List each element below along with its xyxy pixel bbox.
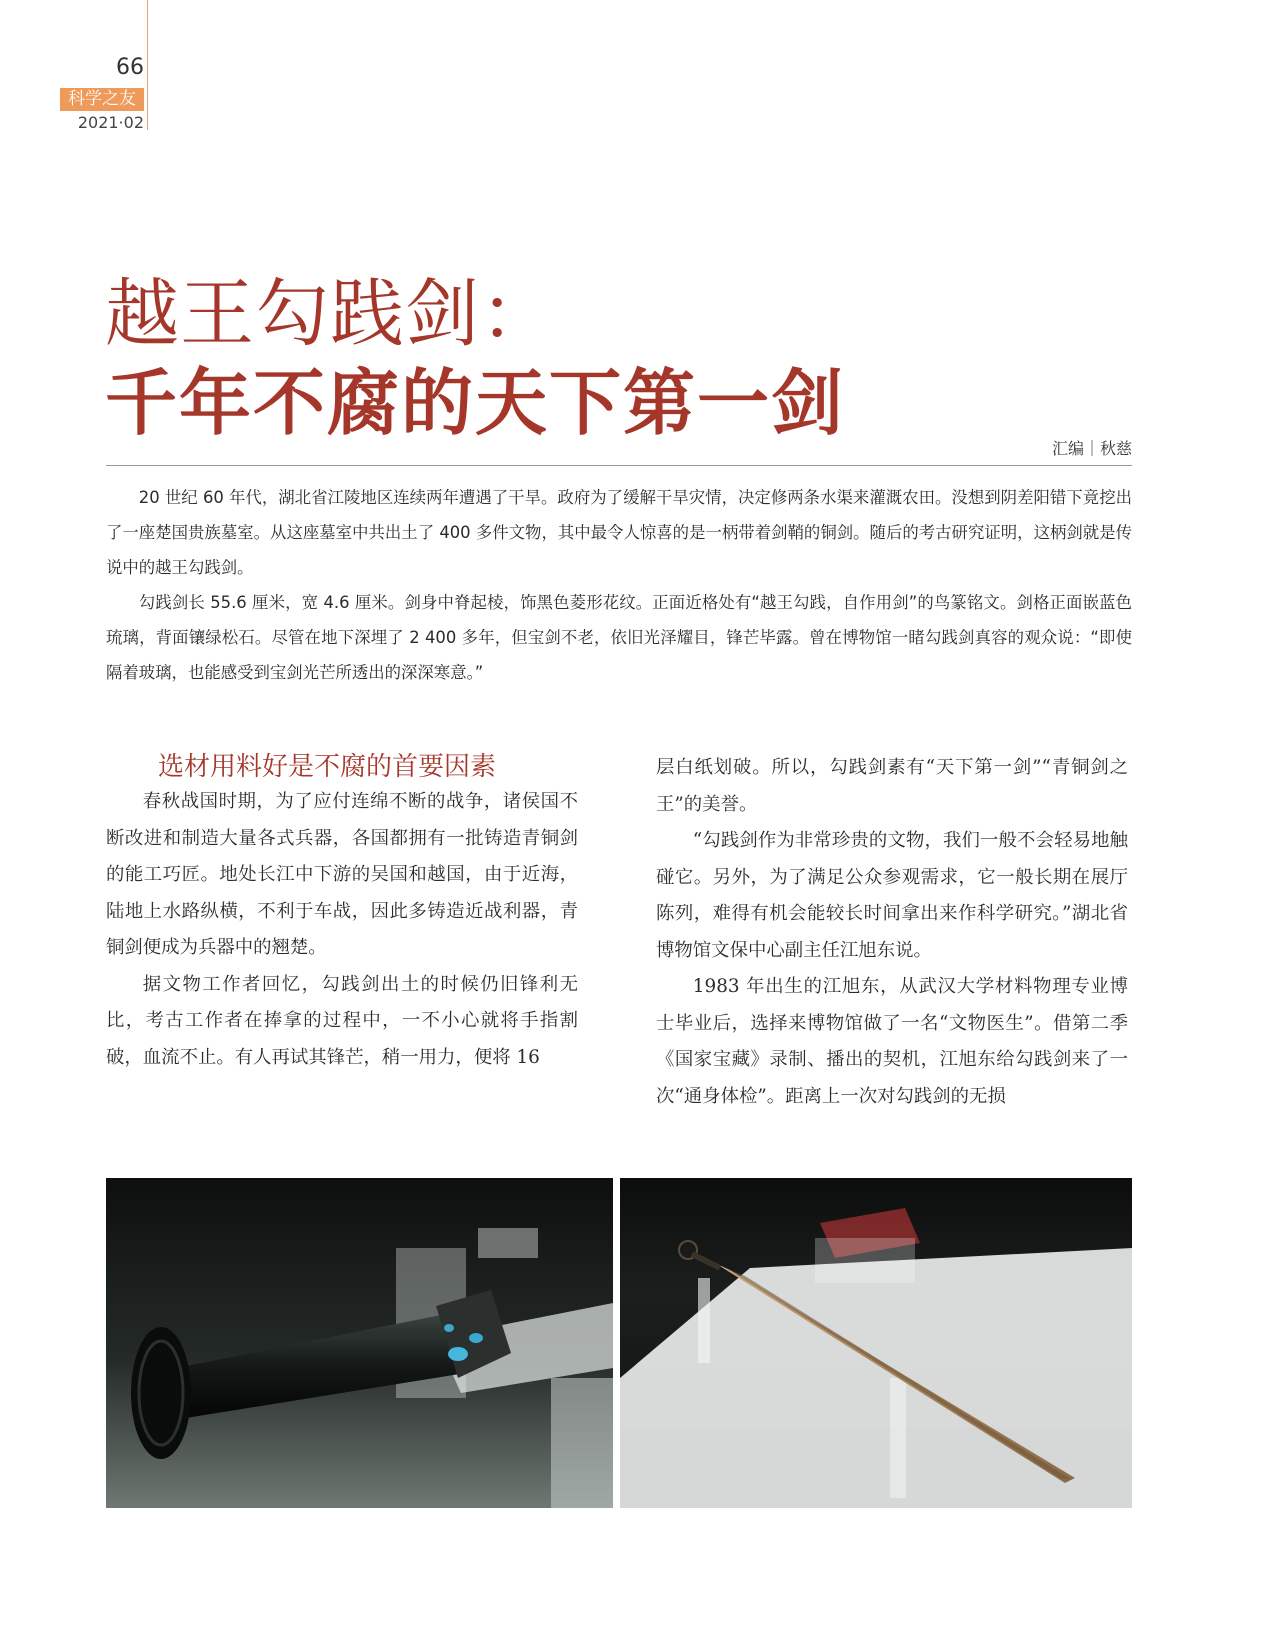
- body-paragraph: 1983 年出生的江旭东，从武汉大学材料物理专业博士毕业后，选择来博物馆做了一名“文物医生”。借第二季《国家宝藏》录制、播出的契机，江旭东给勾践剑来了一次“通身体检”。距离上一次对勾践剑的无损: [656, 976, 1128, 1107]
- title-rule: [106, 465, 1132, 466]
- section-heading: 选材用料好是不腐的首要因素: [158, 752, 497, 782]
- body-paragraph-continued: 层白纸划破。所以，勾践剑素有“天下第一剑”“青铜剑之王”的美誉。: [656, 757, 1128, 815]
- sword-display-photo: [620, 1178, 1132, 1508]
- intro-paragraph: 20 世纪 60 年代，湖北省江陵地区连续两年遭遇了干旱。政府为了缓解干旱灾情，决定修两条水渠来灌溉农田。没想到阴差阳错下竟挖出了一座楚国贵族墓室。从这座墓室中共出土了 400 多件文物，其中最令人惊喜的是一柄带着剑鞘的铜剑。随后的考古研究证明，这柄剑就是传说中的越王勾践剑。: [106, 488, 1132, 577]
- body-paragraph: 春秋战国时期，为了应付连绵不断的战争，诸侯国不断改进和制造大量各式兵器，各国都拥有一批铸造青铜剑的能工巧匠。地处长江中下游的吴国和越国，由于近海，陆地上水路纵横，不利于车战，因此多铸造近战利器，青铜剑便成为兵器中的翘楚。: [106, 791, 578, 958]
- page-number: 66: [116, 55, 144, 80]
- left-column: [106, 750, 578, 1076]
- byline: 汇编｜秋慈: [1051, 439, 1132, 458]
- right-column: [656, 750, 1128, 1115]
- article-subtitle: 千年不腐的天下第一剑: [105, 361, 846, 445]
- issue-number: 2021·02: [77, 113, 144, 132]
- intro-paragraph: 勾践剑长 55.6 厘米，宽 4.6 厘米。剑身中脊起棱，饰黑色菱形花纹。正面近格处有“越王勾践，自作用剑”的鸟篆铭文。剑格正面嵌蓝色琉璃，背面镶绿松石。尽管在地下深埋了 2 400 多年，但宝剑不老，依旧光泽耀目，锋芒毕露。曾在博物馆一睹勾践剑真容的观众说：“即使隔着玻璃，也能感受到宝剑光芒所透出的深深寒意。”: [106, 593, 1132, 682]
- body-paragraph: “勾践剑作为非常珍贵的文物，我们一般不会轻易地触碰它。另外，为了满足公众参观需求，它一般长期在展厅陈列，难得有机会能较长时间拿出来作科学研究。”湖北省博物馆文保中心副主任江旭东说。: [656, 830, 1128, 961]
- article-title: 越王勾践剑：: [105, 271, 555, 357]
- intro-block: [106, 480, 1132, 690]
- sword-hilt-photo: [106, 1178, 613, 1508]
- magazine-name: 科学之友: [60, 88, 144, 111]
- header-divider: [147, 0, 148, 130]
- body-paragraph: 据文物工作者回忆，勾践剑出土的时候仍旧锋利无比，考古工作者在捧拿的过程中，一不小心就将手指割破，血流不止。有人再试其锋芒，稍一用力，便将 16: [106, 973, 578, 1068]
